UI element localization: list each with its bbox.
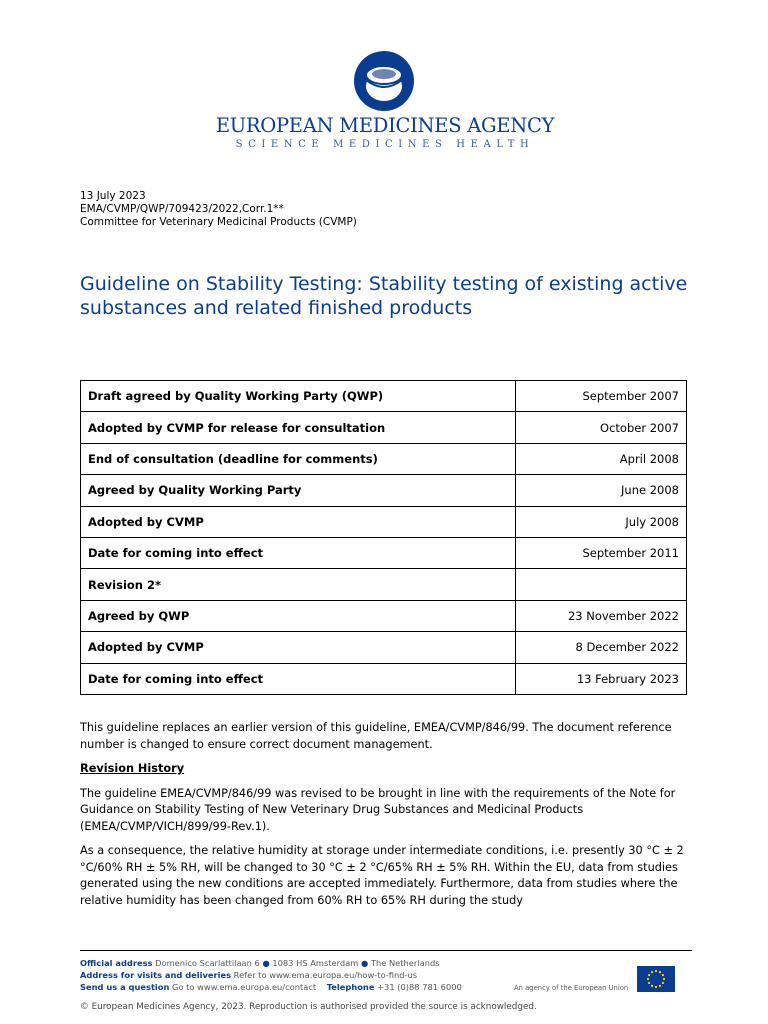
row-label: End of consultation (deadline for comments): [81, 443, 516, 474]
visits-link[interactable]: Refer to www.ema.europa.eu/how-to-find-us: [233, 970, 418, 980]
document-title: Guideline on Stability Testing: Stability testing of existing active substances and related finished products: [80, 273, 688, 319]
visits-line: [80, 969, 640, 981]
row-value: October 2007: [516, 412, 687, 443]
intro-paragraph: This guideline replaces an earlier version of this guideline, EMEA/CVMP/846/99. The document reference number is changed to ensure correct document management.: [80, 721, 672, 751]
question-label: Send us a question: [80, 982, 170, 992]
eu-agency-note: An agency of the European Union: [514, 984, 629, 992]
revision-history-heading: Revision History: [80, 762, 185, 775]
table-row: [81, 381, 687, 412]
address-city: 1083 HS Amsterdam: [272, 958, 359, 968]
bullet-icon: ●: [361, 958, 369, 968]
document-meta: [80, 190, 357, 229]
table-row: [81, 475, 687, 506]
address-country: The Netherlands: [370, 958, 440, 968]
address-street: Domenico Scarlattilaan 6: [155, 958, 260, 968]
table-row: [81, 506, 687, 537]
agency-tagline: SCIENCE MEDICINES HEALTH: [235, 139, 535, 150]
table-row: [81, 600, 687, 631]
row-label: Date for coming into effect: [81, 537, 516, 568]
body-paragraph: As a consequence, the relative humidity at storage under intermediate conditions, i.e. presently 30 °C ± 2 °C/60% RH ± 5% RH, will be changed to 30 °C ± 2 °C/65% RH ± 5% RH. Within the EU, data from studies generated using the new conditions are accepted immediately. Furthermore, data from studies where the relative humidity has been changed from 60% RH to 65% RH during the study: [80, 844, 684, 907]
table-row: [81, 537, 687, 568]
body-paragraph: The guideline EMEA/CVMP/846/99 was revised to be brought in line with the requirements of the Note for Guidance on Stability Testing of New Veterinary Drug Substances and Medicinal Products (EMEA/CVMP/VICH/899/99-Rev.1).: [80, 786, 676, 833]
agency-name: EUROPEAN MEDICINES AGENCY: [215, 114, 555, 137]
official-address-label: Official address: [80, 958, 153, 968]
row-label: Date for coming into effect: [81, 663, 516, 694]
telephone-label: Telephone: [326, 982, 375, 992]
row-value: July 2008: [516, 506, 687, 537]
ema-emblem-icon: [353, 50, 415, 112]
table-row: [81, 569, 687, 600]
row-label: Adopted by CVMP for release for consultation: [81, 412, 516, 443]
document-reference: EMA/CVMP/QWP/709423/2022,Corr.1**: [80, 203, 284, 215]
row-label: Adopted by CVMP: [81, 632, 516, 663]
telephone-value: +31 (0)88 781 6000: [377, 982, 462, 992]
eu-flag-icon: [637, 966, 675, 992]
visits-label: Address for visits and deliveries: [80, 970, 232, 980]
official-address-line: [80, 957, 640, 969]
row-label: Revision 2*: [81, 569, 516, 600]
row-label: Adopted by CVMP: [81, 506, 516, 537]
table-row: [81, 632, 687, 663]
dates-table: [80, 380, 687, 695]
footer-divider: [80, 950, 692, 951]
table-row: [81, 663, 687, 694]
row-value: April 2008: [516, 443, 687, 474]
row-value: 13 February 2023: [516, 663, 687, 694]
committee-name: Committee for Veterinary Medicinal Products (CVMP): [80, 216, 357, 228]
row-value: [516, 569, 687, 600]
document-body: [80, 720, 690, 917]
row-value: September 2007: [516, 381, 687, 412]
table-row: [81, 443, 687, 474]
row-label: Agreed by QWP: [81, 600, 516, 631]
row-label: Draft agreed by Quality Working Party (QWP): [81, 381, 516, 412]
row-value: 8 December 2022: [516, 632, 687, 663]
row-value: June 2008: [516, 475, 687, 506]
row-label: Agreed by Quality Working Party: [81, 475, 516, 506]
row-value: September 2011: [516, 537, 687, 568]
bullet-icon: ●: [262, 958, 270, 968]
copyright-notice: © European Medicines Agency, 2023. Reproduction is authorised provided the source is acknowledged.: [80, 1002, 537, 1012]
row-value: 23 November 2022: [516, 600, 687, 631]
agency-logo: [200, 50, 570, 160]
question-link[interactable]: Go to www.ema.europa.eu/contact: [172, 982, 317, 992]
table-row: [81, 412, 687, 443]
document-date: 13 July 2023: [80, 190, 146, 202]
